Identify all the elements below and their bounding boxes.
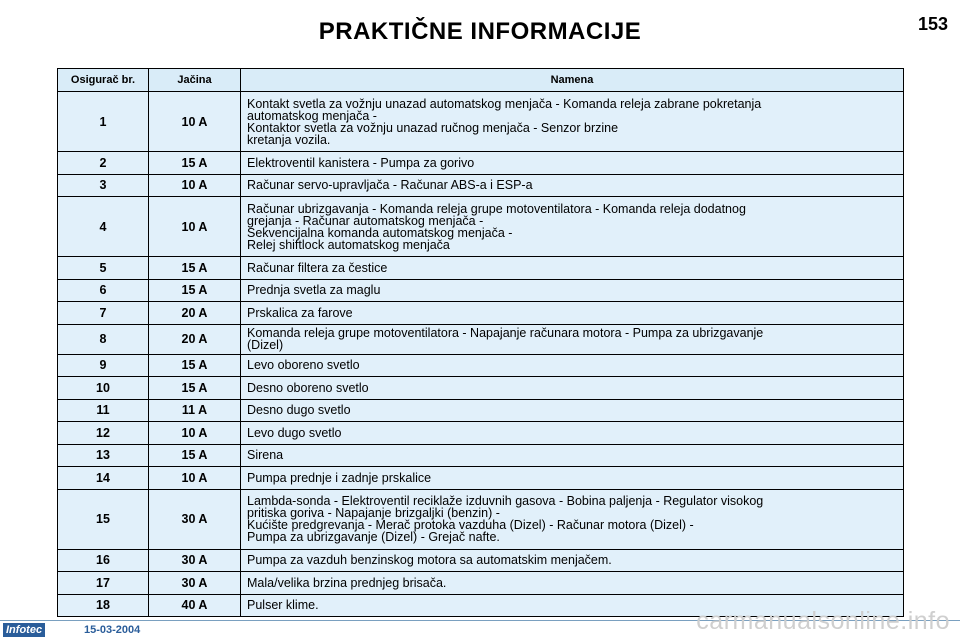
table-row [58,279,904,302]
fuse-rating-cell: 30 A [149,549,241,572]
fuse-purpose-cell: Prskalica za farove [241,302,904,325]
fuse-rating-cell: 10 A [149,467,241,490]
fuse-purpose-cell: Sirena [241,444,904,467]
fuse-rating-cell: 30 A [149,489,241,549]
column-header-purpose: Namena [241,69,904,92]
publication-date: 15-03-2004 [84,624,141,636]
fuse-number-cell: 1 [58,92,149,152]
fuse-number-cell: 11 [58,399,149,422]
fuse-number-cell: 9 [58,354,149,377]
fuse-rating-cell: 10 A [149,92,241,152]
fuse-rating-cell: 11 A [149,399,241,422]
table-row [58,197,904,257]
fuse-number-cell: 4 [58,197,149,257]
fuse-purpose-cell: Levo oboreno svetlo [241,354,904,377]
table-row [58,354,904,377]
table-row [58,302,904,325]
fuse-table [57,68,904,617]
fuse-number-cell: 17 [58,572,149,595]
fuse-purpose-cell: Kontakt svetla za vožnju unazad automatskog menjača - Komanda releja zabrane pokretanja automatskog menjača - Kontaktor svetla za vožnju unazad ručnog menjača - Senzor brzine kretanja vozila. [241,92,904,152]
fuse-purpose-cell: Računar filtera za čestice [241,257,904,280]
fuse-rating-cell: 15 A [149,444,241,467]
fuse-number-cell: 5 [58,257,149,280]
table-row [58,489,904,549]
fuse-purpose-cell: Komanda releja grupe motoventilatora - Napajanje računara motora - Pumpa za ubrizgavanje (Dizel) [241,324,904,354]
fuse-purpose-cell: Pulser klime. [241,594,904,617]
site-watermark: carmanualsonline.info [696,607,950,635]
fuse-number-cell: 10 [58,377,149,400]
fuse-purpose-cell: Računar ubrizgavanja - Komanda releja grupe motoventilatora - Komanda releja dodatnog grejanja - Računar automatskog menjača - Sekvencijalna komanda automatskog menjača - Relej shiftlock automatskog menjača [241,197,904,257]
fuse-rating-cell: 10 A [149,197,241,257]
fuse-purpose-cell: Mala/velika brzina prednjeg brisača. [241,572,904,595]
fuse-rating-cell: 30 A [149,572,241,595]
table-row [58,174,904,197]
table-row [58,399,904,422]
fuse-number-cell: 8 [58,324,149,354]
fuse-rating-cell: 15 A [149,152,241,175]
fuse-purpose-cell: Pumpa za vazduh benzinskog motora sa automatskim menjačem. [241,549,904,572]
table-row [58,257,904,280]
table-header-row [58,69,904,92]
table-row [58,467,904,490]
fuse-number-cell: 12 [58,422,149,445]
table-row [58,152,904,175]
table-row [58,422,904,445]
fuse-number-cell: 6 [58,279,149,302]
fuse-rating-cell: 20 A [149,302,241,325]
page-title: PRAKTIČNE INFORMACIJE [318,18,642,45]
fuse-rating-cell: 10 A [149,422,241,445]
fuse-number-cell: 3 [58,174,149,197]
fuse-number-cell: 7 [58,302,149,325]
fuse-purpose-cell: Lambda-sonda - Elektroventil reciklaže izduvnih gasova - Bobina paljenja - Regulator visokog pritiska goriva - Napajanje brizgaljki (benzin) - Kućište predgrevanja - Merač protoka vazduha (Dizel) - Računar motora (Dizel) - Pumpa za ubrizgavanje (Dizel) - Grejač nafte. [241,489,904,549]
fuse-purpose-cell: Računar servo-upravljača - Računar ABS-a i ESP-a [241,174,904,197]
fuse-rating-cell: 10 A [149,174,241,197]
fuse-purpose-cell: Elektroventil kanistera - Pumpa za gorivo [241,152,904,175]
fuse-number-cell: 15 [58,489,149,549]
fuse-number-cell: 18 [58,594,149,617]
fuse-number-cell: 13 [58,444,149,467]
fuse-rating-cell: 20 A [149,324,241,354]
column-header-rating: Jačina [149,69,241,92]
fuse-number-cell: 2 [58,152,149,175]
fuse-rating-cell: 15 A [149,377,241,400]
table-row [58,549,904,572]
fuse-number-cell: 16 [58,549,149,572]
fuse-purpose-cell: Pumpa prednje i zadnje prskalice [241,467,904,490]
publisher-logo: Infotec [3,623,45,637]
fuse-rating-cell: 15 A [149,279,241,302]
fuse-purpose-cell: Levo dugo svetlo [241,422,904,445]
fuse-rating-cell: 15 A [149,257,241,280]
table-row [58,324,904,354]
table-row [58,572,904,595]
page-number: 153 [917,14,948,34]
fuse-rating-cell: 15 A [149,354,241,377]
fuse-rating-cell: 40 A [149,594,241,617]
column-header-fuse-number: Osigurač br. [58,69,149,92]
table-row [58,92,904,152]
fuse-purpose-cell: Desno oboreno svetlo [241,377,904,400]
fuse-number-cell: 14 [58,467,149,490]
table-row [58,444,904,467]
table-row [58,377,904,400]
fuse-purpose-cell: Desno dugo svetlo [241,399,904,422]
fuse-purpose-cell: Prednja svetla za maglu [241,279,904,302]
